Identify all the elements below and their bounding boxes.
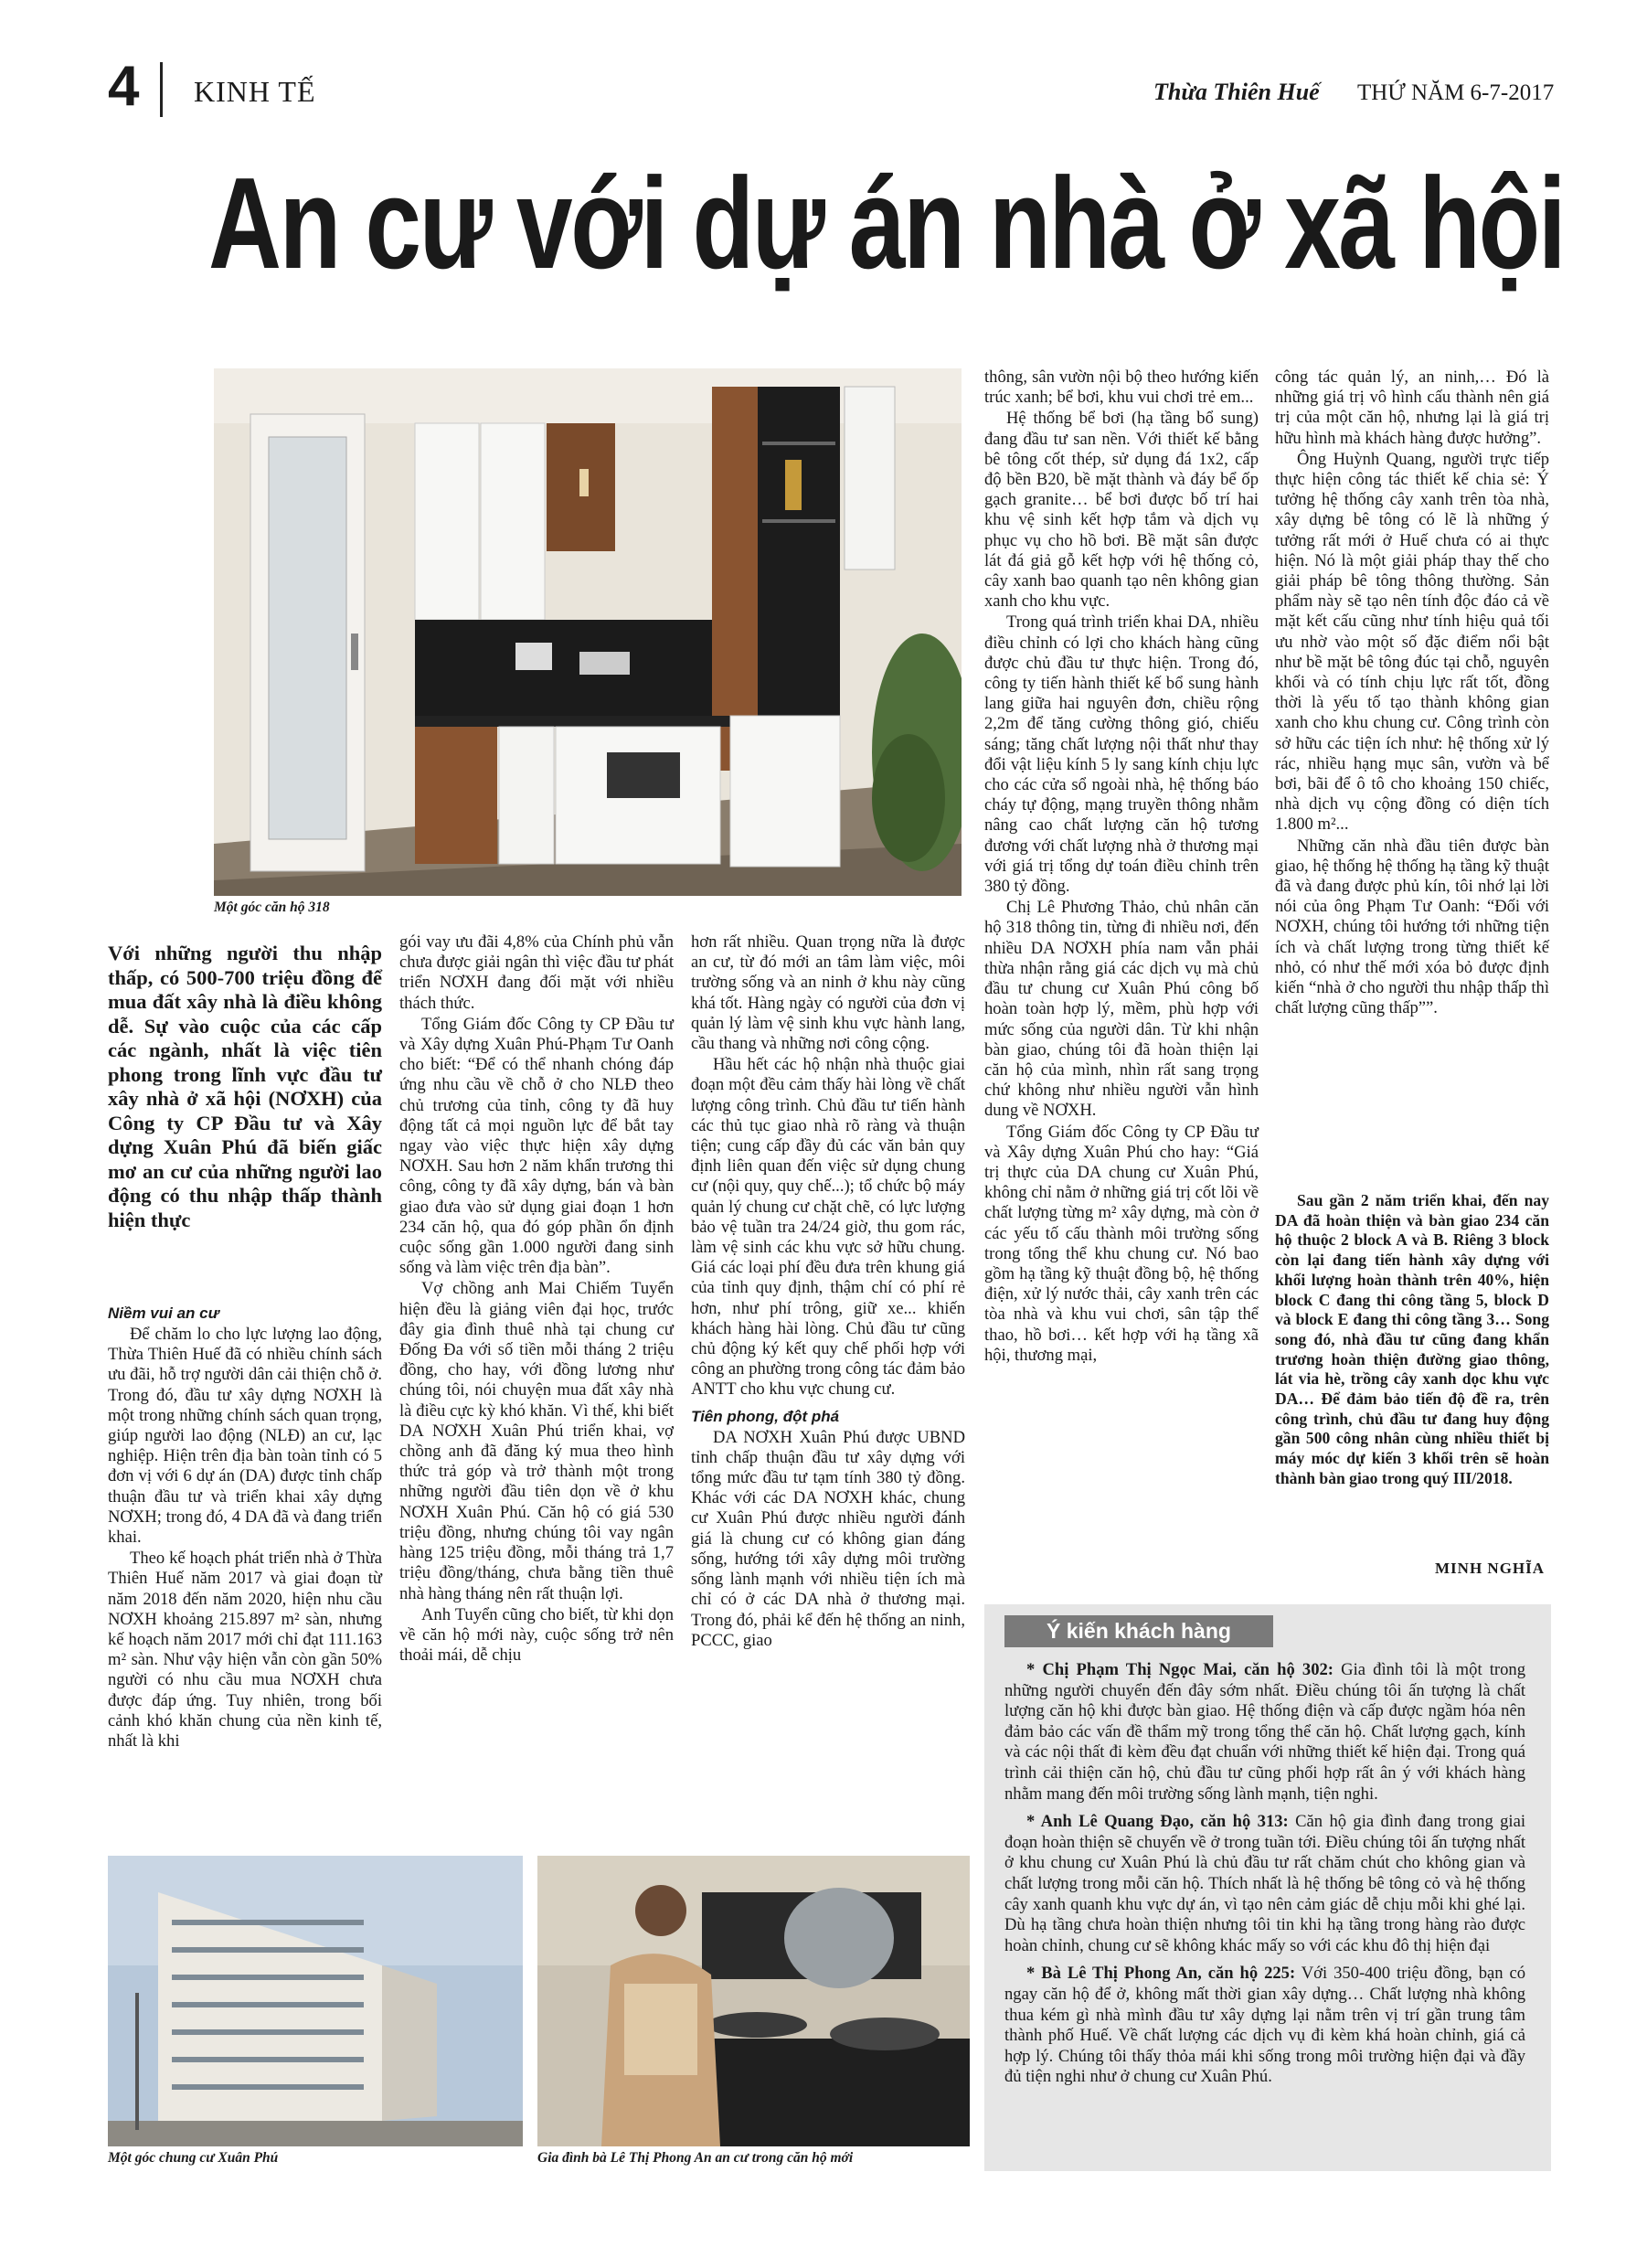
paragraph: Ông Huỳnh Quang, người trực tiếp thực hiện công tác thiết kế chia sẻ: Ý tưởng hệ thống cây xanh trên tòa nhà, xây dựng bê tông có lẽ là những ý tưởng rất mới ở Huế chưa có ai thực hiện. Nó là một giải pháp thay thế cho giải pháp bê tông thông thường. Sản phẩm này sẽ tạo nên tính độc đáo cả về mặt kết cấu cũng như tính hiệu quả tối ưu nhờ vào một số đặc điểm nổi bật như bề mặt bê tông đúc tại chỗ, nguyên khối và có tính chịu lực rất tốt, đồng thời là yếu tố tạo thành không gian xanh cho khu chung cư. Công trình còn sở hữu các tiện ích như: hệ thống xử lý rác, nhiều hạng mục sân, vườn và bể bơi, bãi để ô tô cho khoảng 150 chiếc, nhà dịch vụ cộng đồng có diện tích 1.800 m²... (1275, 449, 1549, 835)
author-byline: MINH NGHĨA (1435, 1560, 1546, 1577)
paragraph: Những căn nhà đầu tiên được bàn giao, hệ thống hệ thống hạ tầng kỹ thuật đã và đang được phủ kín, tôi nhớ lại lời nói của ông Phạm Tư Oanh: “Đối với NƠXH, chúng tôi hướng tới những tiện ích và chất lượng trong từng thiết kế nhỏ, có như thế mới xóa bỏ được định kiến “nhà ở cho người thu nhập thấp thì chất lượng cũng thấp””. (1275, 836, 1549, 1018)
opinion-item (1004, 1660, 1525, 1805)
paragraph: Theo kế hoạch phát triển nhà ở Thừa Thiên Huế năm 2017 và giai đoạn từ năm 2018 đến năm 2020, hiện nhu cầu NƠXH khoảng 215.897 m² sàn, nhưng kế hoạch năm 2017 mới chỉ đạt 111.163 m² sàn. Như vậy hiện vẫn còn gần 50% người có nhu cầu mua NƠXH chưa được đáp ứng. Tuy nhiên, trong bối cảnh khó khăn chung của nền kinh tế, nhất là khi (108, 1549, 382, 1752)
opinion-author: * Anh Lê Quang Đạo, căn hộ 313: (1026, 1812, 1289, 1832)
article-column-3 (691, 932, 965, 1652)
opinion-text: Với 350-400 triệu đồng, bạn có ngay căn hộ để ở, không mất thời gian xây dựng… Chất lượng nhà không thua kém gì nhà mình đầu tư xây dựng lại nằm trên vị trí gần trung tâm thành phố Huế. Về chất lượng các dịch vụ đi kèm khá hoàn chỉnh, giá cả hợp lý. Chúng tôi thấy thỏa mái khi sống trong môi trường hiện đại và đầy đủ tiện nghi như ở chung cư Xuân Phú. (1004, 1964, 1525, 2087)
paragraph: Trong quá trình triển khai DA, nhiều điều chỉnh có lợi cho khách hàng cũng được chủ đầu tư thực hiện. Trong đó, công ty tiến hành thiết kế bổ sung hành lang giữa hai nguyên đơn, chiều rộng 2,2m để tăng cường thông gió, chiếu sáng; tăng chất lượng nội thất như thay đổi vật liệu kính 5 ly sang kính chịu lực cho các cửa sổ ngoài nhà, hệ thống báo cháy tự động, mạng truyền thông nhằm nâng cao chất lượng căn hộ tương đương với chất lượng nhà ở thương mại với giá trị tổng dự toán điều chỉnh trên 380 tỷ đồng. (984, 612, 1259, 897)
headline: An cư với dự án nhà ở xã hội (208, 151, 1565, 296)
photo-cooking-family (537, 1856, 970, 2146)
issue-date: THỨ NĂM 6-7-2017 (1357, 80, 1555, 105)
main-photo-kitchen (214, 368, 962, 896)
opinion-item (1004, 1812, 1525, 1956)
photo-building-caption: Một góc chung cư Xuân Phú (108, 2150, 279, 2166)
subhead-tien-phong: Tiên phong, đột phá (691, 1407, 840, 1425)
paragraph: Tổng Giám đốc Công ty CP Đầu tư và Xây dựng Xuân Phú cho hay: “Giá trị thực của DA chung cư Xuân Phú, không chỉ nằm ở những giá trị cốt lõi về chất lượng từng m² xây dựng, mà còn ở các yếu tố cấu thành môi trường sống trong tổng thể khu chung cư. Nó bao gồm hạ tầng kỹ thuật đồng bộ, hệ thống điện, xử lý nước thải, cây xanh trên các tòa nhà và khu vui chơi, sân tập thể thao, hồ bơi… kết hợp với hạ tầng xã hội, thương mại, (984, 1122, 1259, 1365)
photo-apartment-building (108, 1856, 523, 2146)
opinion-item (1004, 1964, 1525, 2088)
paragraph: công tác quản lý, an ninh,… Đó là những giá trị vô hình cấu thành nên giá trị của một căn hộ, nhưng lại là giá trị hữu hình mà khách hàng được hưởng”. (1275, 367, 1549, 448)
section-name: KINH TẾ (194, 75, 316, 108)
opinion-text: Gia đình tôi là một trong những người chuyển đến đây sớm nhất. Điều chúng tôi ấn tượng là chất lượng căn hộ khi được bàn giao. Hệ thống điện và cấp được ngầm hóa nên đảm bảo các vấn đề thẩm mỹ trong tổng thể căn hộ. Chất lượng gạch, kính và các nội thất đi kèm đều đạt chuẩn với những thiết kế hiện đại. Trong quá trình cải thiện căn hộ, chủ đầu tư cũng phối hợp rất ân ý với khách hàng nhằm mang đến môi trường sống lành mạnh, tiện nghi. (1004, 1660, 1526, 1804)
opinion-box-title: Ý kiến khách hàng (1004, 1615, 1273, 1647)
main-photo-caption: Một góc căn hộ 318 (214, 900, 330, 915)
header-divider (160, 62, 163, 117)
article-column-1 (108, 1297, 382, 1752)
page-number: 4 (108, 55, 140, 118)
opinion-list (984, 1660, 1551, 2088)
closing-bold-paragraph: Sau gần 2 năm triển khai, đến nay DA đã hoàn thiện và bàn giao 234 căn hộ thuộc 2 block A và B. Riêng 3 block còn lại đang tiến hành xây dựng với khối lượng hoàn thành trên 40%, hiện block C đang thi công tầng 5, block D và block E đang thi công tầng 3… Song song đó, nhà đầu tư cũng đang khẩn trương hoàn thiện đường giao thông, lát via hè, trồng cây xanh dọc khu vực DA… Để đảm bảo tiến độ đề ra, trên công trình, chủ đầu tư đang huy động gần 500 công nhân cùng nhiều thiết bị máy móc dự kiến 3 khối trên sẽ hoàn thành bàn giao trong quý III/2018. (1275, 1191, 1549, 1487)
opinion-author: * Bà Lê Thị Phong An, căn hộ 225: (1026, 1964, 1296, 1984)
lead-paragraph: Với những người thu nhập thấp, có 500-700 triệu đồng để mua đất xây nhà là điều không dễ. Sự vào cuộc của các cấp các ngành, nhất là việc tiên phong trong lĩnh vực đầu tư xây nhà ở xã hội (NƠXH) của Công ty CP Đầu tư và Xây dựng Xuân Phú đã biến giấc mơ an cư của những người lao động có thu nhập thấp thành hiện thực (108, 942, 382, 1231)
paragraph: thông, sân vườn nội bộ theo hướng kiến trúc xanh; bể bơi, khu vui chơi trẻ em... (984, 367, 1259, 408)
paragraph: hơn rất nhiều. Quan trọng nữa là được an cư, từ đó mới an tâm làm việc, môi trường sống và an ninh ở khu này cũng khá tốt. Hàng ngày có người của đơn vị quản lý làm vệ sinh khu vực hành lang, cầu thang và những nơi công cộng. (691, 932, 965, 1054)
paragraph: Hầu hết các hộ nhận nhà thuộc giai đoạn một đều cảm thấy hài lòng về chất lượng công trình. Chủ đầu tư tiến hành các thủ tục giao nhà rõ ràng và thuận tiện; cung cấp đầy đủ các văn bản quy định liên quan đến việc sử dụng chung cư (nội quy, quy chế...); tổ chức bộ máy quản lý chung cư chặt chẽ, có lực lượng bảo vệ tuần tra 24/24 giờ, thu gom rác, làm vệ sinh các khu vực sở hữu chung. Giá các loại phí đều đưa trên khung giá của tỉnh quy định, thậm chí có phí rẻ hơn, như phí trông, giữ xe... khiến khách hàng hài lòng. Chủ đầu tư cũng chủ động ký kết quy chế phối hợp với công an phường trong công tác đảm bảo ANTT cho khu vực chung cư. (691, 1055, 965, 1400)
paragraph: Tổng Giám đốc Công ty CP Đầu tư và Xây dựng Xuân Phú-Phạm Tư Oanh cho biết: “Để có thể nhanh chóng đáp ứng nhu cầu về chỗ ở cho NLĐ theo chủ trương của tỉnh, công ty đã huy động tất cả mọi nguồn lực để bắt tay ngay vào việc thực hiện xây dựng NƠXH. Sau hơn 2 năm khẩn trương thi công, công ty đã xây dựng, bán và bàn giao đưa vào sử dụng giai đoạn 1 hơn 234 căn hộ, qua đó góp phần ổn định cuộc sống gần 1.000 người đang sinh sống và làm việc trên địa bàn”. (399, 1014, 674, 1278)
customer-opinion-box (984, 1604, 1551, 2171)
opinion-author: * Chị Phạm Thị Ngọc Mai, căn hộ 302: (1026, 1660, 1334, 1679)
article-column-2 (399, 932, 674, 1666)
photo-family-caption: Gia đình bà Lê Thị Phong An an cư trong căn hộ mới (537, 2150, 854, 2166)
paragraph: Vợ chồng anh Mai Chiếm Tuyển hiện đều là giảng viên đại học, trước đây gia đình thuê nhà tại chung cư Đống Đa với số tiền mỗi tháng 2 triệu đồng, cho hay, với đồng lương như chúng tôi, nói chuyện mua đất xây nhà là điều cực kỳ khó khăn. Vì thế, khi biết DA NƠXH Xuân Phú triển khai, vợ chồng anh đã đăng ký mua theo hình thức trả góp và trở thành một trong những người đầu tiên dọn về ở khu NƠXH Xuân Phú. Căn hộ có giá 530 triệu đồng, nhưng chúng tôi vay ngân hàng 125 triệu đồng, mỗi tháng trả 1,7 triệu đồng/tháng, chưa bằng tiền thuê nhà hàng tháng nên rất thuận lợi. (399, 1279, 674, 1603)
paragraph: Anh Tuyển cũng cho biết, từ khi dọn về căn hộ mới này, cuộc sống trở nên thoải mái, dễ chịu (399, 1604, 674, 1666)
paragraph: gói vay ưu đãi 4,8% của Chính phủ vẫn chưa được giải ngân thì việc đầu tư phát triển NƠXH đang đối mặt với nhiều thách thức. (399, 932, 674, 1013)
kitchen-illustration (214, 368, 962, 896)
subhead-niem-vui: Niềm vui an cư (108, 1304, 219, 1322)
paragraph: Để chăm lo cho lực lượng lao động, Thừa Thiên Huế đã có nhiều chính sách ưu đãi, hỗ trợ người dân cải thiện chỗ ở. Trong đó, đầu tư xây dựng NƠXH là một trong những chính sách quan trọng, giúp người lao động (NLĐ) an cư, lạc nghiệp. Hiện trên địa bàn toàn tỉnh có 5 đơn vị với 6 dự án (DA) được tỉnh chấp thuận đầu tư và triển khai xây dựng NƠXH; trong đó, 4 DA đã và đang triển khai. (108, 1325, 382, 1548)
article-column-5 (1275, 367, 1549, 1020)
paragraph: Chị Lê Phương Thảo, chủ nhân căn hộ 318 thông tin, từng đi nhiều nơi, đến nhiều DA NƠXH phía nam vẫn phải thừa nhận rằng giá các dịch vụ mà chủ đầu tư chung cư Xuân Phú công bố hoàn toàn hợp lý, mềm, phù hợp với mức sống của người dân. Từ khi nhận bàn giao, chúng tôi đã hoàn thiện lại căn hộ của mình, nhìn rất sang trọng chứ không như nhiều người vẫn hình dung về NƠXH. (984, 898, 1259, 1121)
opinion-text: Căn hộ gia đình đang trong giai đoạn hoàn thiện sẽ chuyển về ở trong tuần tới. Điều chúng tôi ấn tượng nhất ở khu chung cư Xuân Phú là chủ đầu tư rất chăm chút cho không gian và chất lượng trong mỗi căn hộ. Thích nhất là hệ thống bê tông cỏ và hệ thống cây xanh quanh khu vực dự án, vì tạo nên cảm giác dễ chịu mỗi khi ghé lại. Dù hạ tầng chưa hoàn thiện nhưng tôi tin khi hạ tầng trong hàng rào được hoàn chỉnh, chung cư sẽ không khác mấy so với các khu đô thị hiện đại (1004, 1812, 1526, 1955)
article-column-4 (984, 367, 1259, 1367)
paragraph: Hệ thống bể bơi (hạ tầng bổ sung) đang đầu tư san nền. Với thiết kế bằng bê tông cốt thép, sử dụng đá 1x2, cấp độ bền B20, bề mặt thành và đáy bể ốp gạch granite… bể bơi được bố trí hai khu vệ sinh kết hợp tắm và dịch vụ phục vụ cho hồ bơi. Bề mặt sân được lát đá giả gỗ kết hợp với hệ thống cỏ, cây xanh bao quanh tạo nên không gian xanh cho khu vực. (984, 409, 1259, 612)
paragraph: DA NƠXH Xuân Phú được UBND tỉnh chấp thuận đầu tư xây dựng với tổng mức đầu tư tạm tính 380 tỷ đồng. Khác với các DA NƠXH khác, chung cư Xuân Phú được nhiều người đánh giá là chung cư có không gian đáng sống, hướng tới xây dựng môi trường sống lành mạnh với nhiều tiện ích mà chỉ có ở các DA nhà ở thương mại. Trong đó, phải kể đến hệ thống an ninh, PCCC, giao (691, 1427, 965, 1650)
newspaper-name: Thừa Thiên Huế (1153, 79, 1320, 105)
